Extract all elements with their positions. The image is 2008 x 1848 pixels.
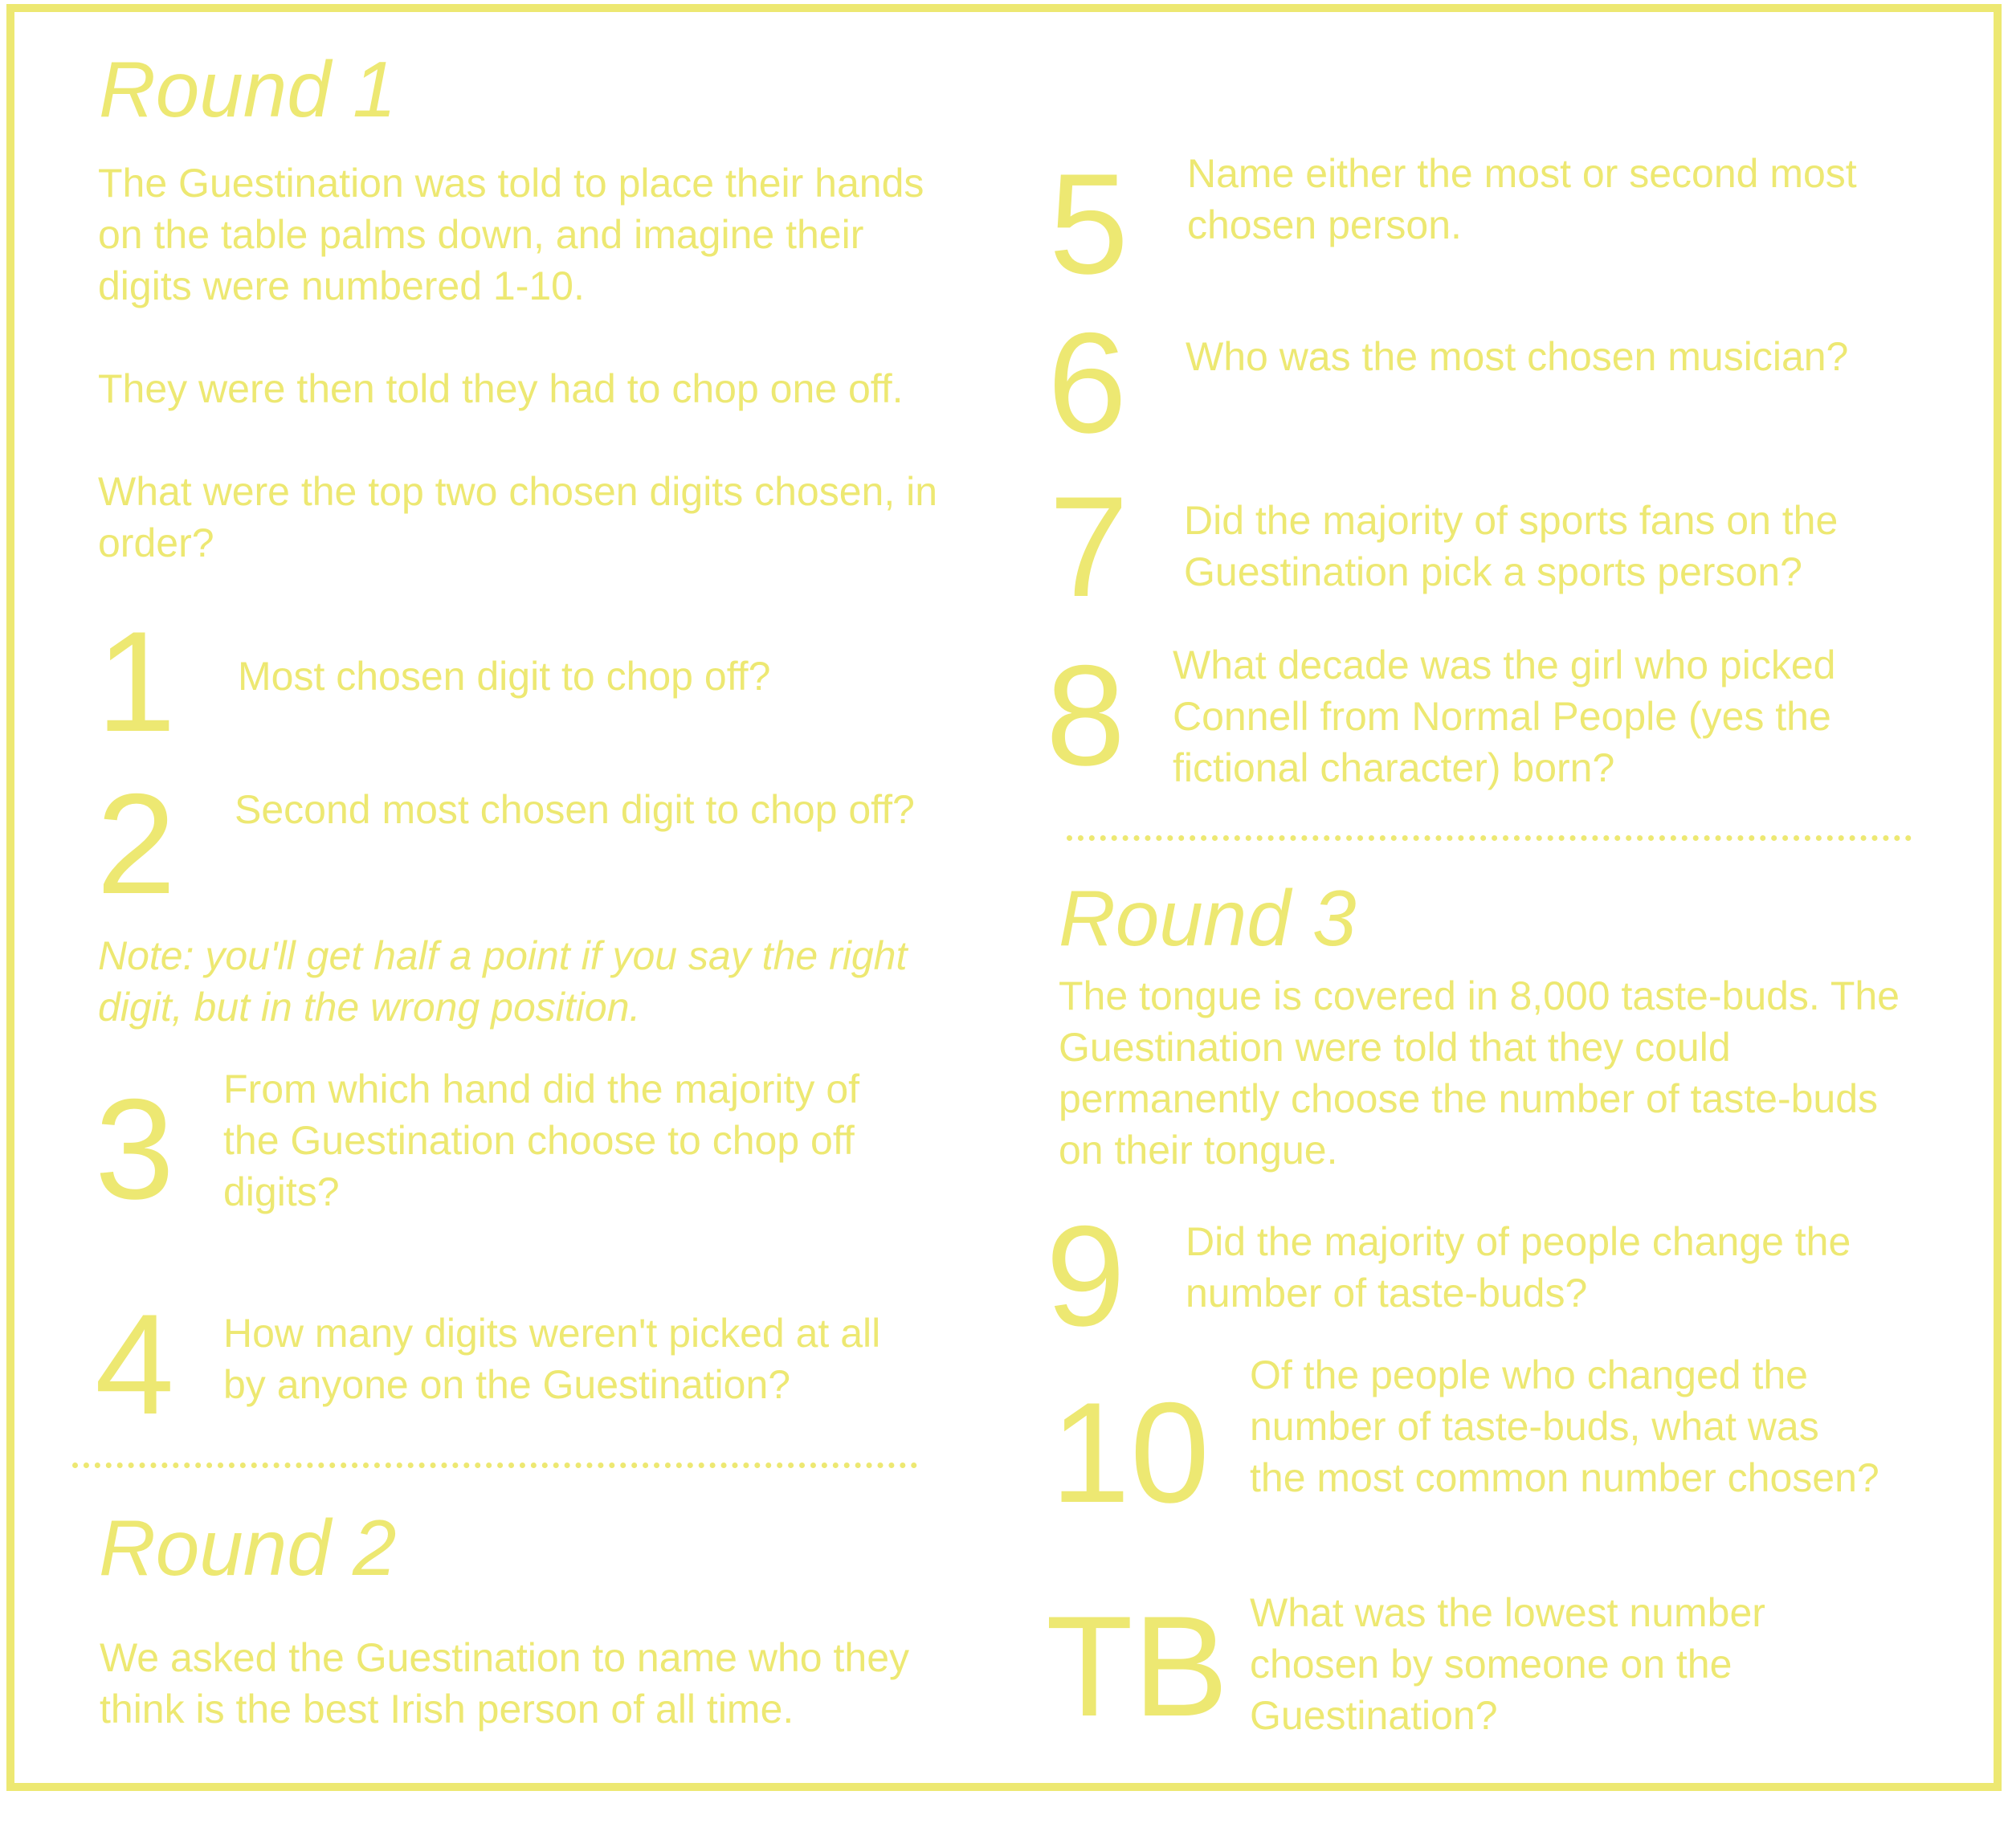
question-line: fictional character) born?: [1173, 745, 1615, 790]
round-2-intro: [100, 1632, 909, 1735]
question-number-3: 3: [95, 1069, 174, 1229]
question-line: the Guestination choose to chop off: [223, 1118, 855, 1163]
intro-line: digits were numbered 1-10.: [98, 263, 585, 308]
question-line: number of taste-buds?: [1186, 1271, 1588, 1316]
question-line: What was the lowest number: [1250, 1590, 1765, 1635]
question-line: Of the people who changed the: [1250, 1352, 1808, 1397]
question-line: What decade was the girl who picked: [1173, 643, 1836, 687]
intro-line: on the table palms down, and imagine their: [98, 212, 864, 257]
question-line: Who was the most chosen musician?: [1186, 334, 1849, 379]
question-line: Connell from Normal People (yes the: [1173, 694, 1831, 739]
round-1-title: Round 1: [99, 45, 397, 133]
note-line: Note: you'll get half a point if you say the right: [98, 933, 908, 978]
question-line: From which hand did the majority of: [223, 1067, 860, 1112]
question-number-2: 2: [96, 764, 176, 924]
question-line: chosen by someone on the: [1250, 1642, 1733, 1687]
question-number-8: 8: [1046, 635, 1125, 795]
question-line: Did the majority of people change the: [1186, 1219, 1851, 1264]
question-line: Second most chosen digit to chop off?: [235, 787, 915, 832]
question-line: digits?: [223, 1169, 340, 1214]
round-1-intro: [98, 157, 924, 312]
question-text-8: [1173, 639, 1835, 793]
question-number-6: 6: [1047, 303, 1127, 463]
question-text-tb: [1250, 1587, 1765, 1741]
intro-line: on their tongue.: [1059, 1128, 1338, 1173]
question-number-5: 5: [1049, 144, 1128, 304]
intro-line: The Guestination was told to place their hands: [98, 161, 924, 206]
round-2-title: Round 2: [99, 1503, 397, 1592]
intro-line: permanently choose the number of taste-buds: [1059, 1076, 1879, 1121]
round-1-prompt: [98, 466, 937, 569]
question-line: Most chosen digit to chop off?: [238, 654, 771, 699]
question-text-1: [238, 651, 770, 702]
round-divider: [72, 1462, 917, 1468]
question-text-3: [223, 1063, 859, 1218]
question-line: How many digits weren't picked at all: [223, 1311, 881, 1356]
question-line: Did the majority of sports fans on the: [1184, 498, 1839, 543]
question-text-7: [1184, 495, 1838, 598]
question-line: Guestination?: [1250, 1693, 1498, 1738]
round-1-note: [98, 930, 907, 1033]
round-divider: [1067, 835, 1912, 841]
question-line: by anyone on the Guestination?: [223, 1362, 791, 1407]
question-number-4: 4: [95, 1284, 174, 1444]
round-3-title: Round 3: [1059, 874, 1357, 962]
question-text-2: [235, 784, 915, 835]
instruction-line: They were then told they had to chop one off.: [98, 366, 904, 411]
question-number-7: 7: [1049, 467, 1128, 626]
intro-line: Guestination were told that they could: [1059, 1025, 1731, 1070]
note-line: digit, but in the wrong position.: [98, 985, 641, 1030]
intro-line: The tongue is covered in 8,000 taste-buds. The: [1059, 973, 1900, 1018]
question-text-6: [1186, 331, 1848, 382]
intro-line: We asked the Guestination to name who they: [100, 1635, 910, 1680]
question-number-1: 1: [96, 602, 176, 761]
question-line: the most common number chosen?: [1250, 1455, 1879, 1500]
question-number-10: 10: [1051, 1373, 1210, 1532]
round-3-intro: [1059, 970, 1900, 1176]
question-text-10: [1250, 1349, 1879, 1503]
prompt-line: order?: [98, 520, 214, 565]
question-text-9: [1186, 1216, 1851, 1319]
question-line: chosen person.: [1187, 202, 1462, 247]
question-line: Guestination pick a sports person?: [1184, 549, 1802, 594]
question-line: Name either the most or second most: [1187, 151, 1857, 196]
question-text-5: [1187, 148, 1857, 251]
prompt-line: What were the top two chosen digits chosen, in: [98, 469, 938, 514]
round-1-instruction: [98, 363, 904, 414]
question-text-4: [223, 1307, 880, 1410]
question-number-9: 9: [1046, 1196, 1125, 1356]
question-number-tb: TB: [1046, 1586, 1229, 1746]
intro-line: think is the best Irish person of all time.: [100, 1687, 794, 1732]
question-line: number of taste-buds, what was: [1250, 1404, 1819, 1449]
